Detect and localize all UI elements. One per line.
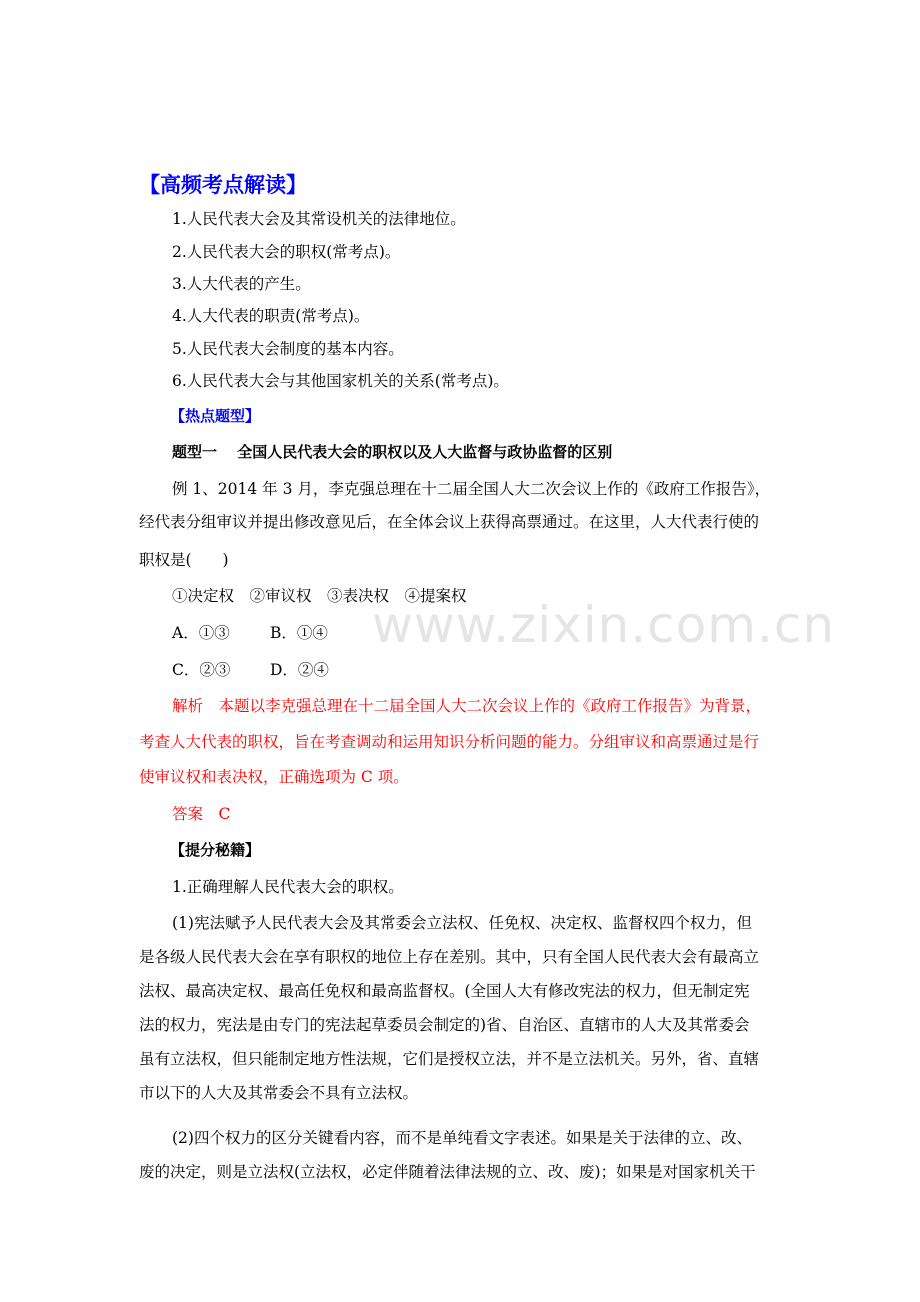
analysis-line-1: 解析 本题以李克强总理在十二届全国人大二次会议上作的《政府工作报告》为背景，: [172, 697, 762, 715]
point-1: 1.人民代表大会及其常设机关的法律地位。: [172, 210, 466, 228]
tips-p2-line-2: 废的决定，则是立法权(立法权，必定伴随着法律法规的立、改、废)；如果是对国家机关干: [139, 1163, 756, 1181]
option-row-2: [172, 660, 329, 680]
option-d: D．②④: [270, 661, 329, 679]
tips-p1-line-6: 市以下的人大及其常委会不具有立法权。: [139, 1084, 419, 1102]
tips-p1-line-4: 法的权力，宪法是由专门的宪法起草委员会制定的)省、自治区、直辖市的人大及其常委会: [139, 1016, 750, 1034]
tips-heading: 【提分秘籍】: [170, 841, 261, 859]
example-line-2: 经代表分组审议并提出修改意见后，在全体会议上获得高票通过。在这里，人大代表行使的: [139, 513, 760, 531]
point-2: 2.人民代表大会的职权(常考点)。: [172, 243, 401, 261]
example-line-1: 例 1、2014 年 3 月，李克强总理在十二届全国人大二次会议上作的《政府工作报告》，: [172, 480, 771, 498]
tips-p1-line-5: 虽有立法权，但只能制定地方性法规，它们是授权立法，并不是立法机关。另外，省、直辖: [139, 1050, 760, 1068]
analysis-line-2: 考查人大代表的职权，旨在考查调动和运用知识分析问题的能力。分组审议和高票通过是行: [139, 733, 760, 751]
section-heading-high-frequency: 【高频考点解读】: [139, 173, 307, 197]
option-row-1: [172, 623, 328, 643]
watermark-text: www.zixin.com.cn: [372, 596, 836, 654]
example-choices: ①决定权 ②审议权 ③表决权 ④提案权: [172, 587, 467, 605]
point-6: 6.人民代表大会与其他国家机关的关系(常考点)。: [172, 372, 509, 390]
tips-p1-line-2: 是各级人民代表大会在享有职权的地位上存在差别。其中，只有全国人民代表大会有最高立: [139, 948, 760, 966]
tips-item-1: 1.正确理解人民代表大会的职权。: [172, 878, 404, 896]
option-a: A．①③: [172, 624, 230, 642]
answer-line: 答案 C: [172, 805, 231, 823]
option-c: C．②③: [172, 661, 231, 679]
option-b: B．①④: [270, 624, 328, 642]
tips-p1-line-1: (1)宪法赋予人民代表大会及其常委会立法权、任免权、决定权、监督权四个权力，但: [172, 914, 752, 932]
point-4: 4.人大代表的职责(常考点)。: [172, 307, 370, 325]
hot-question-heading: 【热点题型】: [170, 407, 261, 425]
tips-p2-line-1: (2)四个权力的区分关键看内容，而不是单纯看文字表述。如果是关于法律的立、改、: [172, 1129, 752, 1147]
analysis-line-3: 使审议权和表决权，正确选项为 C 项。: [139, 768, 409, 786]
point-5: 5.人民代表大会制度的基本内容。: [172, 340, 404, 358]
point-3: 3.人大代表的产生。: [172, 275, 311, 293]
example-line-3: 职权是( ): [139, 551, 229, 569]
question-type-title: 题型一 全国人民代表大会的职权以及人大监督与政协监督的区别: [172, 443, 613, 461]
tips-p1-line-3: 法权、最高决定权、最高任免权和最高监督权。(全国人大有修改宪法的权力，但无制定宪: [139, 982, 750, 1000]
